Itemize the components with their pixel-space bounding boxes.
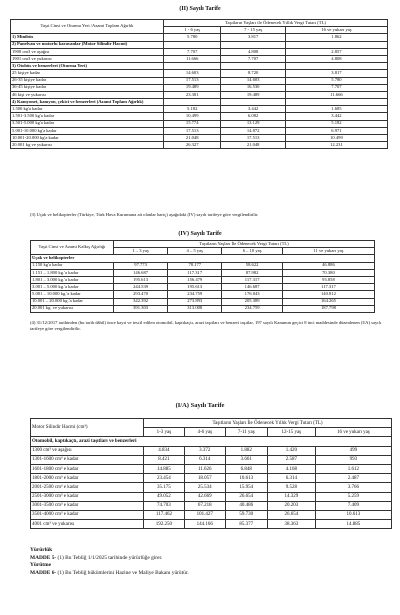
row-label: 25 kişiye kadar — [11, 70, 164, 77]
cell-value: 21.048 — [164, 135, 221, 142]
cell-value: 58.622 — [222, 262, 283, 269]
cell-value: 23.454 — [144, 474, 185, 483]
cell-value: 391.303 — [114, 305, 168, 312]
cell-value: 156.479 — [168, 276, 222, 283]
section-row — [31, 437, 392, 446]
cell-value: 6.971 — [285, 127, 387, 134]
row-label: 20.001 kg ve yukarısı — [11, 142, 164, 149]
row-label: 1900 cm3 ve aşağısı — [11, 48, 164, 55]
cell-value: 70.380 — [282, 269, 374, 276]
table-row — [11, 99, 388, 106]
cell-value: 26.654 — [267, 510, 315, 519]
cell-value: 15.774 — [164, 120, 221, 127]
row-label: 1301-1600 cm³ e kadar — [31, 455, 144, 464]
cell-value: 4.808 — [285, 55, 387, 62]
note-3: (3) Uçak ve helikopterler (Türkiye, Türk Hava Kurumuna ait olanlar hariç) aşağıdaki (IV) sayılı tarifeye göre vergilendirilir. — [30, 212, 259, 217]
table-row — [11, 55, 388, 62]
cell-value: 205.389 — [222, 298, 283, 305]
column-header: 12-15 yaş — [267, 428, 315, 437]
cell-value: 42.669 — [184, 492, 225, 501]
row-label: 3.001 – 5.000 kg.'a kadar — [31, 284, 114, 291]
row-label: 10.001 – 20.000 kg.'a kadar — [31, 298, 114, 305]
cell-value: 3.766 — [315, 483, 391, 492]
cell-value — [285, 63, 387, 70]
cell-value: 74.703 — [144, 501, 185, 510]
cell-value: 293.470 — [114, 291, 168, 298]
table-row — [31, 446, 392, 455]
cell-value: 10.613 — [225, 474, 267, 483]
section-label: Uçak ve helikopterler — [31, 255, 375, 262]
cell-value: 3.442 — [221, 106, 285, 113]
cell-value: 4.168 — [267, 464, 315, 473]
section-row — [31, 255, 375, 262]
cell-value: 3.661 — [225, 455, 267, 464]
tariff-ii-head-left: Taşıt Cinsi ve Oturma Yeri /Azami Toplam Ağırlık — [11, 20, 164, 34]
table-row — [11, 70, 388, 77]
cell-value: 59.730 — [225, 510, 267, 519]
cell-value: 140.812 — [282, 291, 374, 298]
madde-5-text: (1) Bu Tebliğ 1/1/2025 tarihinde yürürlüğe girer. — [56, 554, 163, 561]
cell-value: 14.885 — [144, 464, 185, 473]
cell-value: 4.808 — [221, 48, 285, 55]
cell-value — [285, 99, 387, 106]
cell-value: 2.487 — [315, 474, 391, 483]
cell-value: 17.513 — [164, 77, 221, 84]
table-row — [31, 501, 392, 510]
cell-value: 164.265 — [282, 298, 374, 305]
cell-value: 7.707 — [285, 84, 387, 91]
cell-value: 25.534 — [184, 483, 225, 492]
cell-value: 2.857 — [285, 48, 387, 55]
cell-value: 49.052 — [144, 492, 185, 501]
tariff-ia-title: (I/A) Sayılı Tarife — [175, 402, 225, 409]
cell-value: 8.421 — [144, 455, 185, 464]
row-label: 2001-2500 cm³ e kadar — [31, 483, 144, 492]
cell-value: 993 — [315, 455, 391, 464]
column-header: 6 – 10 yaş — [222, 248, 283, 255]
table-row — [11, 48, 388, 55]
tariff-iv-table — [30, 240, 375, 313]
cell-value — [164, 63, 221, 70]
note-4: (4) 31/12/2017 tarihinden (bu tarih dâhil) önce kayıt ve tescil edilen otomobil, kaptıkaçtı, arazi taşıtları ve benzeri taşıtlar, 197 sayılı Kanunun geçici 8 inci maddesinde düzenlenen (I/A) sayılı tarifeye göre vergilendirilir. — [30, 320, 382, 331]
tariff-ii-table — [10, 19, 388, 149]
tariff-ia-head-main: Taşıtların Yaşları İle Ödenecek Yıllık Vergi Tutarı (TL) — [144, 419, 392, 428]
cell-value: 67.218 — [184, 501, 225, 510]
cell-value: 26.327 — [164, 142, 221, 149]
table-row — [11, 34, 388, 41]
table-row — [31, 510, 392, 519]
cell-value: 146.687 — [222, 284, 283, 291]
column-header: 11 ve yukarı yaş — [282, 248, 374, 255]
cell-value: 6.314 — [184, 455, 225, 464]
cell-value: 195.613 — [168, 284, 222, 291]
cell-value: 313.008 — [168, 305, 222, 312]
cell-value: 7.707 — [221, 55, 285, 62]
column-header: 1 – 3 yaş — [114, 248, 168, 255]
cell-value: 12.231 — [285, 142, 387, 149]
table-row — [31, 464, 392, 473]
row-label: 1.500 kg'a kadar — [11, 106, 164, 113]
cell-value: 11.626 — [184, 464, 225, 473]
tariff-iv-title: (IV) Sayılı Tarife — [178, 231, 222, 237]
cell-value: 1.420 — [267, 446, 315, 455]
table-row — [11, 84, 388, 91]
cell-value: 20.203 — [267, 501, 315, 510]
cell-value: 23.381 — [164, 91, 221, 98]
section-label: Otomobil, kaptıkaçtı, arazi taşıtları ve benzerleri — [31, 437, 392, 446]
cell-value: 97.773 — [114, 262, 168, 269]
cell-value: 8.720 — [221, 70, 285, 77]
column-header: 1-3 yaş — [144, 428, 185, 437]
row-label: 3) Otobüs ve benzerleri (Oturma Yeri) — [11, 63, 164, 70]
cell-value: 3.817 — [285, 70, 387, 77]
madde-5-label: MADDE 5- — [30, 554, 57, 561]
cell-value: 187.798 — [282, 305, 374, 312]
madde-6-label: MADDE 6- — [30, 569, 57, 576]
cell-value: 14.603 — [164, 70, 221, 77]
row-label: 1.150 kg'a kadar — [31, 262, 114, 269]
cell-value: 38.363 — [267, 520, 315, 529]
row-label: 1801-2000 cm³ e kadar — [31, 474, 144, 483]
table-row — [11, 63, 388, 70]
row-label: 5.001-10.000 kg'a kadar — [11, 127, 164, 134]
row-label: 2) Panelvan ve motorlu karavanlar (Motor Silindir Hacmi) — [11, 41, 164, 48]
column-header: 1 - 6 yaş — [164, 27, 221, 34]
row-label: 3001-3500 cm³ e kadar — [31, 501, 144, 510]
table-row — [11, 41, 388, 48]
cell-value: 46.886 — [282, 262, 374, 269]
tariff-iv-head-left: Taşıt Cinsi ve Azami Kalkış Ağırlığı — [31, 241, 114, 255]
table-row — [11, 106, 388, 113]
tariff-ii-title: (II) Sayılı Tarife — [179, 6, 221, 12]
cell-value: 18.057 — [184, 474, 225, 483]
table-row — [31, 269, 375, 276]
table-row — [31, 455, 392, 464]
table-row — [11, 91, 388, 98]
tariff-ii-head-main: Taşıtların Yaşları ile Ödenecek Yıllık Vergi Tutarı (TL) — [164, 20, 388, 27]
cell-value: 117.317 — [222, 276, 283, 283]
row-label: 1.501-3.500 kg'a kadar — [11, 113, 164, 120]
cell-value: 144.166 — [184, 520, 225, 529]
cell-value: 2.587 — [267, 455, 315, 464]
cell-value: 7.409 — [315, 501, 391, 510]
cell-value: 87.982 — [222, 269, 283, 276]
column-header: 16 ve yukarı yaş — [285, 27, 387, 34]
table-row — [31, 276, 375, 283]
column-header: 4 – 5 yaş — [168, 248, 222, 255]
cell-value: 1.882 — [225, 446, 267, 455]
cell-value: 101.427 — [184, 510, 225, 519]
cell-value: 40.486 — [225, 501, 267, 510]
cell-value: 5.780 — [285, 77, 387, 84]
row-label: 4) Kamyonet, kamyon, çekici ve benzerleri (Azami Toplam Ağırlık) — [11, 99, 164, 106]
cell-value: 10.499 — [164, 113, 221, 120]
cell-value: 14.872 — [221, 127, 285, 134]
table-row — [31, 305, 375, 312]
cell-value: 19.489 — [164, 84, 221, 91]
cell-value: 3.372 — [184, 446, 225, 455]
cell-value — [285, 41, 387, 48]
cell-value: 1.612 — [315, 464, 391, 473]
tariff-iv-head-main: Taşıtların Yaşları İle Ödenecek Vergi Tutarı (TL) — [114, 241, 375, 248]
row-label: 1901 cm3 ve yukarısı — [11, 55, 164, 62]
table-row — [11, 77, 388, 84]
cell-value: 4.834 — [144, 446, 185, 455]
table-row — [31, 474, 392, 483]
column-header: 16 ve yukarı yaş — [315, 428, 391, 437]
table-row — [11, 142, 388, 149]
cell-value: 234.759 — [168, 291, 222, 298]
cell-value: 6.314 — [267, 474, 315, 483]
cell-value — [164, 99, 221, 106]
cell-value: 21.048 — [221, 142, 285, 149]
column-header: 4-6 yaş — [184, 428, 225, 437]
tariff-ia-head-left: Motor Silindir Hacmi (cm³) — [31, 419, 144, 437]
row-label: 5.001 – 10.000 kg.'a kadar — [31, 291, 114, 298]
table-row — [11, 135, 388, 142]
row-label: 1.801 – 3.000 kg.'a kadar — [31, 276, 114, 283]
cell-value: 7.707 — [164, 48, 221, 55]
cell-value: 5.182 — [285, 120, 387, 127]
cell-value: 499 — [315, 446, 391, 455]
footer — [30, 547, 189, 577]
table-row — [11, 120, 388, 127]
table-row — [31, 284, 375, 291]
row-label: 1300 cm³ ve aşağısı — [31, 446, 144, 455]
cell-value: 3.442 — [285, 113, 387, 120]
column-header: 7-11 yaş — [225, 428, 267, 437]
cell-value: 6.082 — [221, 113, 285, 120]
cell-value: 192.250 — [144, 520, 185, 529]
cell-value: 273.893 — [168, 298, 222, 305]
cell-value: 11.666 — [285, 91, 387, 98]
table-row — [31, 262, 375, 269]
row-label: 1601-1800 cm³ e kadar — [31, 464, 144, 473]
cell-value: 14.329 — [267, 492, 315, 501]
table-row — [31, 291, 375, 298]
cell-value: 244.539 — [114, 284, 168, 291]
row-label: 1) Minibüs — [11, 34, 164, 41]
cell-value: 13.129 — [221, 120, 285, 127]
cell-value: 6.848 — [225, 464, 267, 473]
heading-yururluk: Yürürlük — [30, 547, 53, 553]
table-row — [11, 113, 388, 120]
cell-value — [221, 99, 285, 106]
cell-value: 146.687 — [114, 269, 168, 276]
row-label: 3501-4000 cm³ e kadar — [31, 510, 144, 519]
cell-value: 14.603 — [221, 77, 285, 84]
cell-value: 85.377 — [225, 520, 267, 529]
tariff-ia-table — [30, 418, 392, 529]
cell-value: 1.862 — [285, 34, 387, 41]
row-label: 46 kişi ve yukarısı — [11, 91, 164, 98]
row-label: 10.001-20.000 kg'a kadar — [11, 135, 164, 142]
cell-value: 5.182 — [164, 106, 221, 113]
cell-value: 17.513 — [164, 127, 221, 134]
madde-6-text: (1) Bu Tebliğ hükümlerini Hazine ve Maliye Bakanı yürütür. — [56, 569, 189, 576]
cell-value: 35.175 — [144, 483, 185, 492]
cell-value: 16.530 — [221, 84, 285, 91]
cell-value: 17.513 — [221, 135, 285, 142]
cell-value: 78.177 — [168, 262, 222, 269]
cell-value: 11.666 — [164, 55, 221, 62]
cell-value: 5.259 — [315, 492, 391, 501]
cell-value: 9.528 — [267, 483, 315, 492]
cell-value: 10.499 — [285, 135, 387, 142]
column-header: 7 - 15 yaş — [221, 27, 285, 34]
table-row — [31, 520, 392, 529]
table-row — [31, 483, 392, 492]
cell-value: 1.685 — [285, 106, 387, 113]
cell-value: 15.954 — [225, 483, 267, 492]
cell-value: 3.817 — [221, 34, 285, 41]
cell-value: 5.780 — [164, 34, 221, 41]
cell-value: 14.885 — [315, 520, 391, 529]
row-label: 1.151 – 1.800 kg.'a kadar — [31, 269, 114, 276]
cell-value: 176.043 — [222, 291, 283, 298]
table-row — [11, 127, 388, 134]
cell-value: 195.613 — [114, 276, 168, 283]
cell-value — [221, 41, 285, 48]
cell-value: 117.317 — [168, 269, 222, 276]
cell-value: 342.392 — [114, 298, 168, 305]
cell-value — [221, 63, 285, 70]
row-label: 36-45 kişiye kadar — [11, 84, 164, 91]
cell-value: 26.654 — [225, 492, 267, 501]
cell-value: 117.317 — [282, 284, 374, 291]
row-label: 20.001 kg. ve yukarısı — [31, 305, 114, 312]
cell-value: 93.858 — [282, 276, 374, 283]
table-row — [31, 492, 392, 501]
cell-value — [164, 41, 221, 48]
table-row — [31, 298, 375, 305]
cell-value: 234.759 — [222, 305, 283, 312]
cell-value: 19.489 — [221, 91, 285, 98]
row-label: 26-35 kişiye kadar — [11, 77, 164, 84]
heading-yurutme: Yürütme — [30, 562, 51, 569]
row-label: 2501-3000 cm³ e kadar — [31, 492, 144, 501]
row-label: 3.501-5.000 kg'a kadar — [11, 120, 164, 127]
cell-value: 10.613 — [315, 510, 391, 519]
cell-value: 117.462 — [144, 510, 185, 519]
row-label: 4001 cm³ ve yukarısı — [31, 520, 144, 529]
